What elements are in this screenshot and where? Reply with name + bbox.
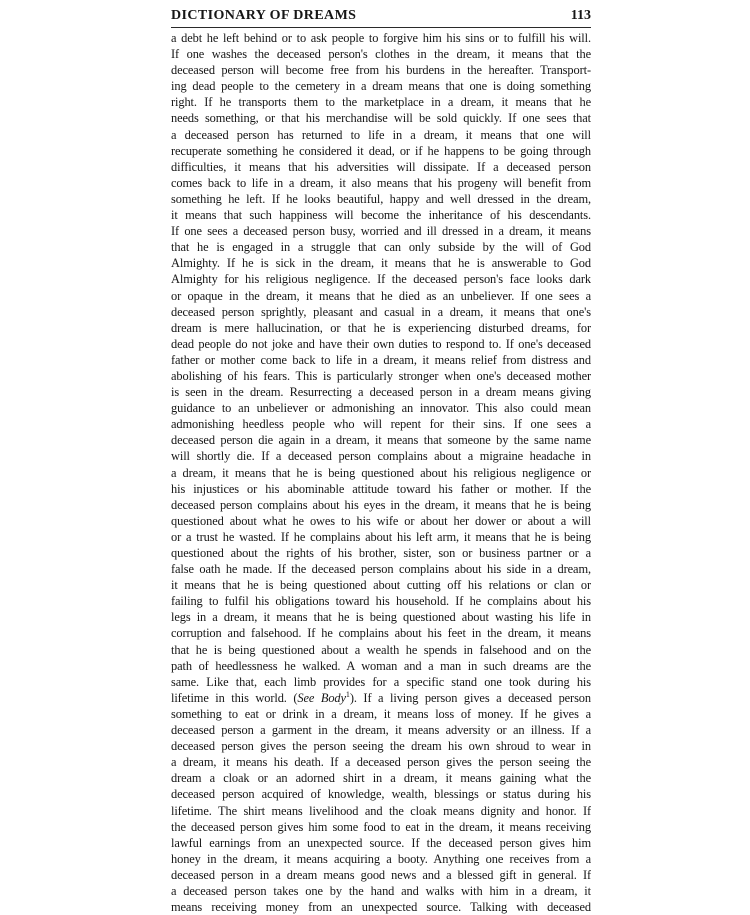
page-number: 113 bbox=[570, 8, 591, 23]
text-line: father or mother come back to life in a dream, it means relief from distress and bbox=[171, 352, 591, 367]
text-line: a deceased person takes one by the hand and walks with him in a dream, it bbox=[171, 883, 591, 898]
text-line: Almighty for his religious negligence. If the deceased person's face looks dark bbox=[171, 272, 591, 287]
text-line: If one washes the deceased person's clothes in the dream, it means that the bbox=[171, 47, 591, 62]
text-line: needs something, or that his merchandise will be sold quickly. If one sees that bbox=[171, 111, 591, 126]
text-line: or opaque in the dream, it means that he died as an unbeliever. If one sees a bbox=[171, 288, 591, 303]
text-line: dream is mere hallucination, or that he is experiencing disturbed dreams, for bbox=[171, 320, 591, 335]
text-line: dead people do not joke and have their own duties to respond to. If one's deceased bbox=[171, 336, 591, 351]
text-line: legs in a dream, it means that he is being questioned about wasting his life in bbox=[171, 610, 591, 625]
text-line: deceased person a garment in the dream, it means adversity or an illness. If a bbox=[171, 723, 591, 738]
text-line: deceased person complains about his eyes in the dream, it means that he is being bbox=[171, 497, 591, 512]
reference-superscript: 1 bbox=[345, 689, 350, 699]
page-header bbox=[171, 7, 591, 27]
text-line: questioned about the rights of his brother, sister, son or business partner or a bbox=[171, 546, 591, 560]
text-line: comes back to life in a dream, it also means that his progeny will benefit from bbox=[171, 175, 591, 190]
text-line: questioned about what he owes to his wife or about her dower or about a will bbox=[171, 513, 591, 528]
text-lines-after bbox=[171, 706, 591, 915]
text-line: it means that such happiness will become the inheritance of his descendants. bbox=[171, 208, 591, 223]
text-line: guidance to an unbeliever or admonishing an innovator. This also could mean bbox=[171, 401, 591, 416]
text-line: deceased person sprightly, pleasant and casual in a dream, it means that one's bbox=[171, 304, 591, 319]
text-line: Almighty. If he is sick in the dream, it means that he is answerable to God bbox=[171, 256, 591, 271]
text-line: means receiving money from an unexpected source. Talking with deceased bbox=[171, 900, 591, 915]
text-line: abolishing of his fears. This is particularly stronger when one's deceased mother bbox=[171, 368, 591, 383]
text-line: deceased person die again in a dream, it means that someone by the same name bbox=[171, 433, 591, 448]
text-line: will shortly die. If a deceased person complains about a migraine headache in bbox=[171, 449, 591, 464]
text-line: a dream, it means his death. If a deceased person gives the person seeing the bbox=[171, 755, 591, 770]
text-lines-before bbox=[171, 30, 591, 690]
text-line: failing to fulfil his obligations toward his household. If he complains about his bbox=[171, 594, 591, 609]
see-body-reference: See Body bbox=[297, 690, 346, 705]
text-line: dream a cloak or an adorned shirt in a dream, it means gaining what the bbox=[171, 771, 591, 786]
text-line: something he left. If he looks beautiful, happy and well dressed in the dream, bbox=[171, 191, 591, 206]
text-line: If one sees a deceased person busy, worried and ill dressed in a dream, it means bbox=[171, 224, 591, 239]
text-line: a deceased person has returned to life in a dream, it means that one will bbox=[171, 127, 591, 142]
text-line: right. If he transports them to the marketplace in a dream, it means that he bbox=[171, 95, 591, 110]
text-line: deceased person in a dream means good news and a blessed gift in general. If bbox=[171, 867, 591, 882]
text-line: deceased person will become free from his burdens in the hereafter. Transport- bbox=[171, 63, 591, 78]
text-line: a debt he left behind or to ask people to forgive him his sins or to fulfill his will. bbox=[171, 31, 591, 45]
header-rule bbox=[171, 27, 591, 28]
running-head: DICTIONARY OF DREAMS bbox=[171, 8, 357, 23]
text-line: false oath he made. If the deceased person complains about his side in a dream, bbox=[171, 562, 591, 577]
text-line: honey in the dream, it means acquiring a booty. Anything one receives from a bbox=[171, 851, 591, 866]
text-line: path of heedlessness he walked. A woman and a man in such dreams are the bbox=[171, 658, 591, 673]
text-line: lifetime. The shirt means livelihood and the cloak means dignity and honor. If bbox=[171, 803, 591, 818]
text-line: a dream, it means that he is being questioned about his religious negligence or bbox=[171, 465, 591, 480]
line-41-before: lifetime in this world. ( bbox=[171, 690, 298, 705]
text-line: it means that he is being questioned about cutting off his relations or clan or bbox=[171, 578, 591, 593]
text-line: the deceased person gives him some food to eat in the dream, it means receiving bbox=[171, 819, 591, 834]
text-line: is seen in the dream. Resurrecting a deceased person in a dream means giving bbox=[171, 385, 591, 400]
text-line: ing dead people to the cemetery in a dream means that one is doing something bbox=[171, 79, 591, 94]
text-line: his injustices or his abominable attitude toward his father or mother. If the bbox=[171, 481, 591, 496]
body-text bbox=[171, 30, 591, 915]
text-line: something to eat or drink in a dream, it means loss of money. If he gives a bbox=[171, 706, 591, 721]
text-line: admonishing heedless people who will repent for their sins. If one sees a bbox=[171, 417, 591, 432]
text-line-41 bbox=[171, 690, 591, 706]
text-line: deceased person acquired of knowledge, wealth, blessings or status during his bbox=[171, 787, 591, 802]
text-line: same. Like that, each limb provides for a specific stand one took during his bbox=[171, 674, 591, 689]
text-line: difficulties, it means that his adversities will dissipate. If a deceased person bbox=[171, 159, 591, 174]
text-line: or a trust he wasted. If he complains about his left arm, it means that he is being bbox=[171, 529, 591, 544]
text-line: that he is engaged in a struggle that can only subside by the will of God bbox=[171, 240, 591, 255]
line-41-after: ). If a living person gives a deceased person bbox=[349, 690, 591, 705]
text-line: that he is being questioned about a wealth he spends in falsehood and on the bbox=[171, 642, 591, 657]
text-line: lawful earnings from an unexpected source. If the deceased person gives him bbox=[171, 835, 591, 850]
text-line: recuperate something he considered it dead, or if he happens to be going through bbox=[171, 143, 591, 158]
text-line: corruption and falsehood. If he complains about his feet in the dream, it means bbox=[171, 626, 591, 641]
text-line: deceased person gives the person seeing the dream his own shroud to wear in bbox=[171, 739, 591, 754]
